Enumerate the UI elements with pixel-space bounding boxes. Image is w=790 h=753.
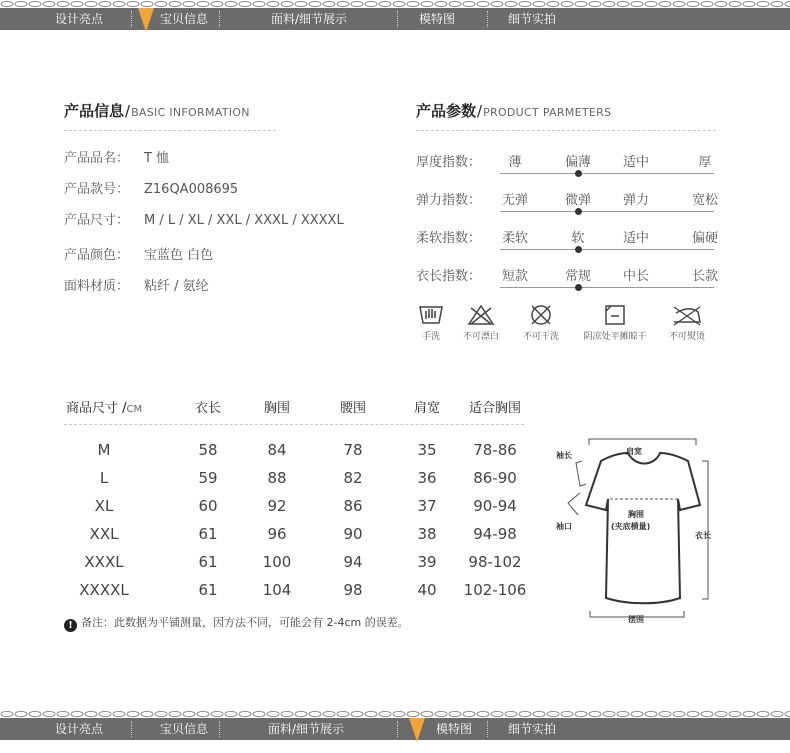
table-header-length: 衣长 <box>194 401 222 416</box>
param-option: 常规 <box>564 269 592 284</box>
chain-border-bottom <box>0 710 790 718</box>
param-option: 中长 <box>622 269 650 284</box>
diagram-label-bust: 胸围 <box>628 510 644 519</box>
diagram-label-sleeve: 袖长 <box>556 451 572 460</box>
nav-separator <box>487 721 488 737</box>
diagram-label-hem: 摆围 <box>628 615 644 624</box>
table-cell: 88 <box>267 469 287 487</box>
active-tab-marker <box>409 718 425 742</box>
note <box>64 614 409 632</box>
active-tab-marker <box>138 8 154 32</box>
param-option: 偏薄 <box>564 155 592 170</box>
param-label: 厚度指数： <box>416 155 482 170</box>
nav-item-model[interactable]: 模特图 <box>419 12 456 26</box>
table-cell-size: XXXXL <box>79 581 129 599</box>
param-option: 软 <box>571 231 585 246</box>
note-text: 备注：此数据为平铺测量，因方法不同，可能会有 2-4cm 的误差。 <box>81 616 409 629</box>
table-cell: 39 <box>417 553 437 571</box>
care-no-iron: 不可熨烫 <box>662 303 712 342</box>
nav-item-model[interactable]: 模特图 <box>436 722 473 736</box>
care-no-dry-clean: 不可干洗 <box>518 303 564 342</box>
param-scale-line <box>500 249 714 250</box>
nav-item-info[interactable]: 宝贝信息 <box>160 722 209 736</box>
no-dry-clean-icon <box>528 303 554 327</box>
nav-item-fabric[interactable]: 面料/细节展示 <box>271 12 348 26</box>
care-no-bleach: 不可漂白 <box>458 303 504 342</box>
nav-strip <box>0 8 790 30</box>
table-cell-size: XXL <box>89 525 119 543</box>
info-row-size: 产品尺寸： M / L / XL / XXL / XXXL / XXXXL <box>64 213 344 228</box>
table-cell: 78 <box>343 441 363 459</box>
nav-strip <box>0 718 790 740</box>
table-cell: 94 <box>343 553 363 571</box>
param-option: 长款 <box>691 269 719 284</box>
table-divider <box>64 424 524 425</box>
table-header-fit-bust: 适合胸围 <box>468 401 522 416</box>
shade-dry-flat-icon <box>602 303 628 327</box>
nav-item-design[interactable]: 设计亮点 <box>55 12 104 26</box>
table-header-bust: 胸围 <box>263 401 291 416</box>
table-cell: 98 <box>343 581 363 599</box>
table-cell-size: XXXL <box>84 553 124 571</box>
nav-item-info[interactable]: 宝贝信息 <box>160 12 209 26</box>
nav-item-detail[interactable]: 细节实拍 <box>508 12 557 26</box>
table-cell: 61 <box>198 581 218 599</box>
care-hand-wash: 手洗 <box>416 303 446 342</box>
top-nav <box>0 0 790 30</box>
param-option: 薄 <box>508 155 522 170</box>
exclamation-icon: ! <box>64 619 77 632</box>
table-cell: 92 <box>267 497 287 515</box>
param-option: 偏硬 <box>691 231 719 246</box>
nav-separator <box>131 721 132 737</box>
diagram-label-shoulder: 肩宽 <box>626 447 642 456</box>
param-option: 适中 <box>622 155 650 170</box>
param-label: 弹力指数： <box>416 193 482 208</box>
nav-separator <box>487 11 488 27</box>
table-header-waist: 腰围 <box>339 401 367 416</box>
basic-info-divider <box>64 130 276 131</box>
param-label: 衣长指数： <box>416 269 482 284</box>
table-cell: 86 <box>343 497 363 515</box>
info-row-material: 面料材质： 粘纤 / 氨纶 <box>64 279 209 294</box>
table-cell: 37 <box>417 497 437 515</box>
table-cell: 40 <box>417 581 437 599</box>
param-option: 弹力 <box>622 193 650 208</box>
nav-separator <box>219 11 220 27</box>
param-selected-dot <box>575 208 582 215</box>
table-cell: 90-94 <box>473 497 517 515</box>
nav-item-detail[interactable]: 细节实拍 <box>508 722 557 736</box>
table-cell: 82 <box>343 469 363 487</box>
table-cell: 61 <box>198 525 218 543</box>
table-cell: 84 <box>267 441 287 459</box>
param-selected-dot <box>575 246 582 253</box>
nav-item-fabric[interactable]: 面料/细节展示 <box>268 722 345 736</box>
table-cell: 98-102 <box>468 553 522 571</box>
nav-item-design[interactable]: 设计亮点 <box>55 722 104 736</box>
table-cell-size: M <box>97 441 111 459</box>
chain-border-top <box>0 0 790 8</box>
param-scale-line <box>500 287 714 288</box>
nav-separator <box>397 11 398 27</box>
param-scale-line <box>500 173 714 174</box>
param-option: 厚 <box>698 155 712 170</box>
bottom-nav <box>0 710 790 740</box>
param-selected-dot <box>575 170 582 177</box>
table-cell: 104 <box>262 581 292 599</box>
table-header-shoulder: 肩宽 <box>413 401 441 416</box>
table-cell: 94-98 <box>473 525 517 543</box>
nav-separator <box>397 721 398 737</box>
table-cell: 102-106 <box>463 581 527 599</box>
table-cell: 59 <box>198 469 218 487</box>
param-option: 柔软 <box>501 231 529 246</box>
table-cell: 38 <box>417 525 437 543</box>
table-cell-size: L <box>99 469 109 487</box>
table-cell: 100 <box>262 553 292 571</box>
info-row-sku: 产品款号： Z16QA008695 <box>64 182 239 197</box>
param-selected-dot <box>575 284 582 291</box>
nav-separator <box>131 11 132 27</box>
table-cell: 60 <box>198 497 218 515</box>
param-option: 无弹 <box>501 193 529 208</box>
no-bleach-icon <box>466 303 496 327</box>
table-cell: 86-90 <box>473 469 517 487</box>
nav-separator <box>219 721 220 737</box>
table-cell: 90 <box>343 525 363 543</box>
info-row-name: 产品品名： T 恤 <box>64 151 170 166</box>
diagram-label-bust-note: (夹底横量) <box>611 522 651 531</box>
info-row-color: 产品颜色： 宝蓝色 白色 <box>64 248 214 263</box>
param-option: 微弹 <box>564 193 592 208</box>
diagram-label-cuff: 袖口 <box>556 522 572 531</box>
table-header-size: 商品尺寸 /CM <box>66 401 143 416</box>
table-cell: 58 <box>198 441 218 459</box>
param-scale-line <box>500 211 714 212</box>
no-iron-icon <box>670 303 704 327</box>
param-option: 短款 <box>501 269 529 284</box>
table-cell: 61 <box>198 553 218 571</box>
params-divider <box>416 130 716 131</box>
table-cell: 78-86 <box>473 441 517 459</box>
table-cell: 36 <box>417 469 437 487</box>
diagram-label-length: 衣长 <box>695 531 711 540</box>
param-option: 宽松 <box>691 193 719 208</box>
hand-wash-icon <box>418 303 444 327</box>
param-label: 柔软指数： <box>416 231 482 246</box>
basic-info-title: 产品信息/BASIC INFORMATION <box>64 102 250 120</box>
params-title: 产品参数/PRODUCT PARMETERS <box>416 102 612 120</box>
param-option: 适中 <box>622 231 650 246</box>
table-cell: 35 <box>417 441 437 459</box>
table-cell-size: XL <box>94 497 114 515</box>
care-shade-dry: 阴凉处平摊晾干 <box>576 303 654 342</box>
table-cell: 96 <box>267 525 287 543</box>
